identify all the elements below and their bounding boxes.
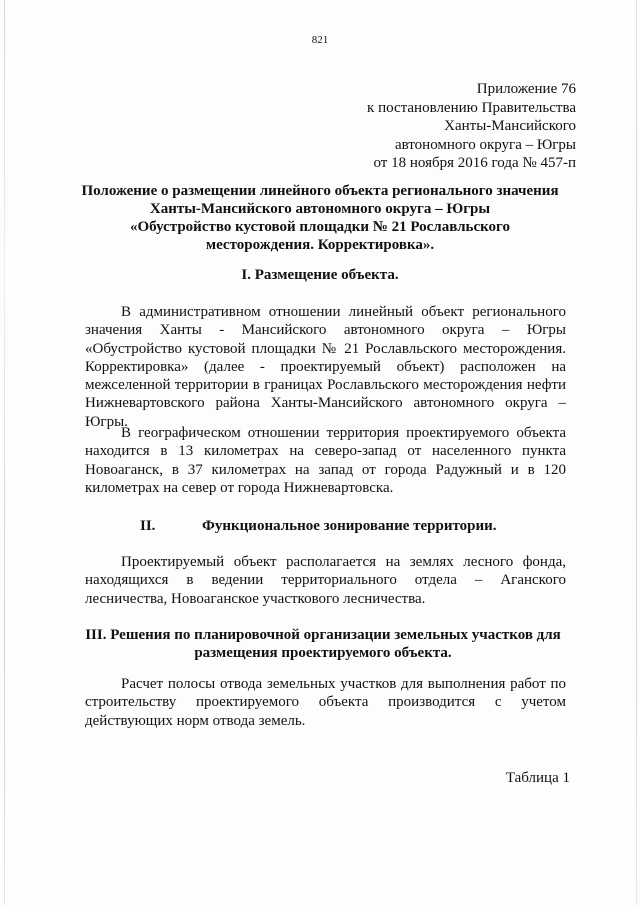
title-line: Положение о размещении линейного объекта регионального значения: [81, 183, 559, 199]
appendix-header: [367, 80, 576, 173]
appendix-line: от 18 ноября 2016 года № 457-п: [373, 155, 576, 171]
title-line: месторождения. Корректировка».: [205, 237, 435, 253]
table-label: Таблица 1: [505, 770, 570, 786]
title-line: Ханты-Мансийского автономного округа – Югры: [149, 201, 491, 217]
scan-edge-left: [4, 0, 5, 905]
section-3-heading-line: III. Решения по планировочной организации земельных участков для: [85, 627, 561, 643]
appendix-line: Приложение 76: [476, 81, 576, 97]
section-3-paragraph-1: Расчет полосы отвода земельных участков для выполнения работ по строительству проектируемого объекта производится с учетом действующих норм отвода земель.: [85, 676, 566, 729]
title-line: «Обустройство кустовой площадки № 21 Рославльского: [130, 219, 510, 235]
appendix-line: к постановлению Правительства: [367, 99, 576, 116]
section-2-number: II.: [140, 518, 156, 534]
scan-edge-right: [636, 0, 637, 905]
section-1-paragraph-2: В географическом отношении территория проектируемого объекта находится в 13 километрах на северо-запад от населенного пункта Новоаганск, в 37 километрах на запад от города Радужный и в 120 километрах на север от города Нижневартовска.: [85, 425, 566, 496]
page-number: 821: [311, 34, 329, 46]
section-1-paragraph-1: В административном отношении линейный объект регионального значения Ханты - Мансийского автономного округа – Югры «Обустройство кустовой площадки № 21 Рославльского месторождения. Корректировка» (далее - проектируемый объект) расположен на межселенной территории в границах Рославльского месторождения нефти Нижневартовского района Ханты-Мансийского автономного округа – Югры.: [85, 304, 566, 430]
section-2-paragraph-1: Проектируемый объект располагается на землях лесного фонда, находящихся в ведении территориального отдела – Аганского лесничества, Новоаганское участкового лесничества.: [85, 554, 566, 607]
section-3-heading: [78, 626, 568, 662]
section-3-heading-line: размещения проектируемого объекта.: [194, 645, 452, 661]
appendix-line: Ханты-Мансийского: [444, 118, 576, 134]
section-2-heading: [140, 517, 570, 535]
section-2-title: Функциональное зонирование территории.: [202, 518, 497, 534]
document-title: [70, 182, 570, 254]
appendix-line: автономного округа – Югры: [394, 136, 576, 153]
section-1-heading: I. Размещение объекта.: [241, 267, 399, 283]
